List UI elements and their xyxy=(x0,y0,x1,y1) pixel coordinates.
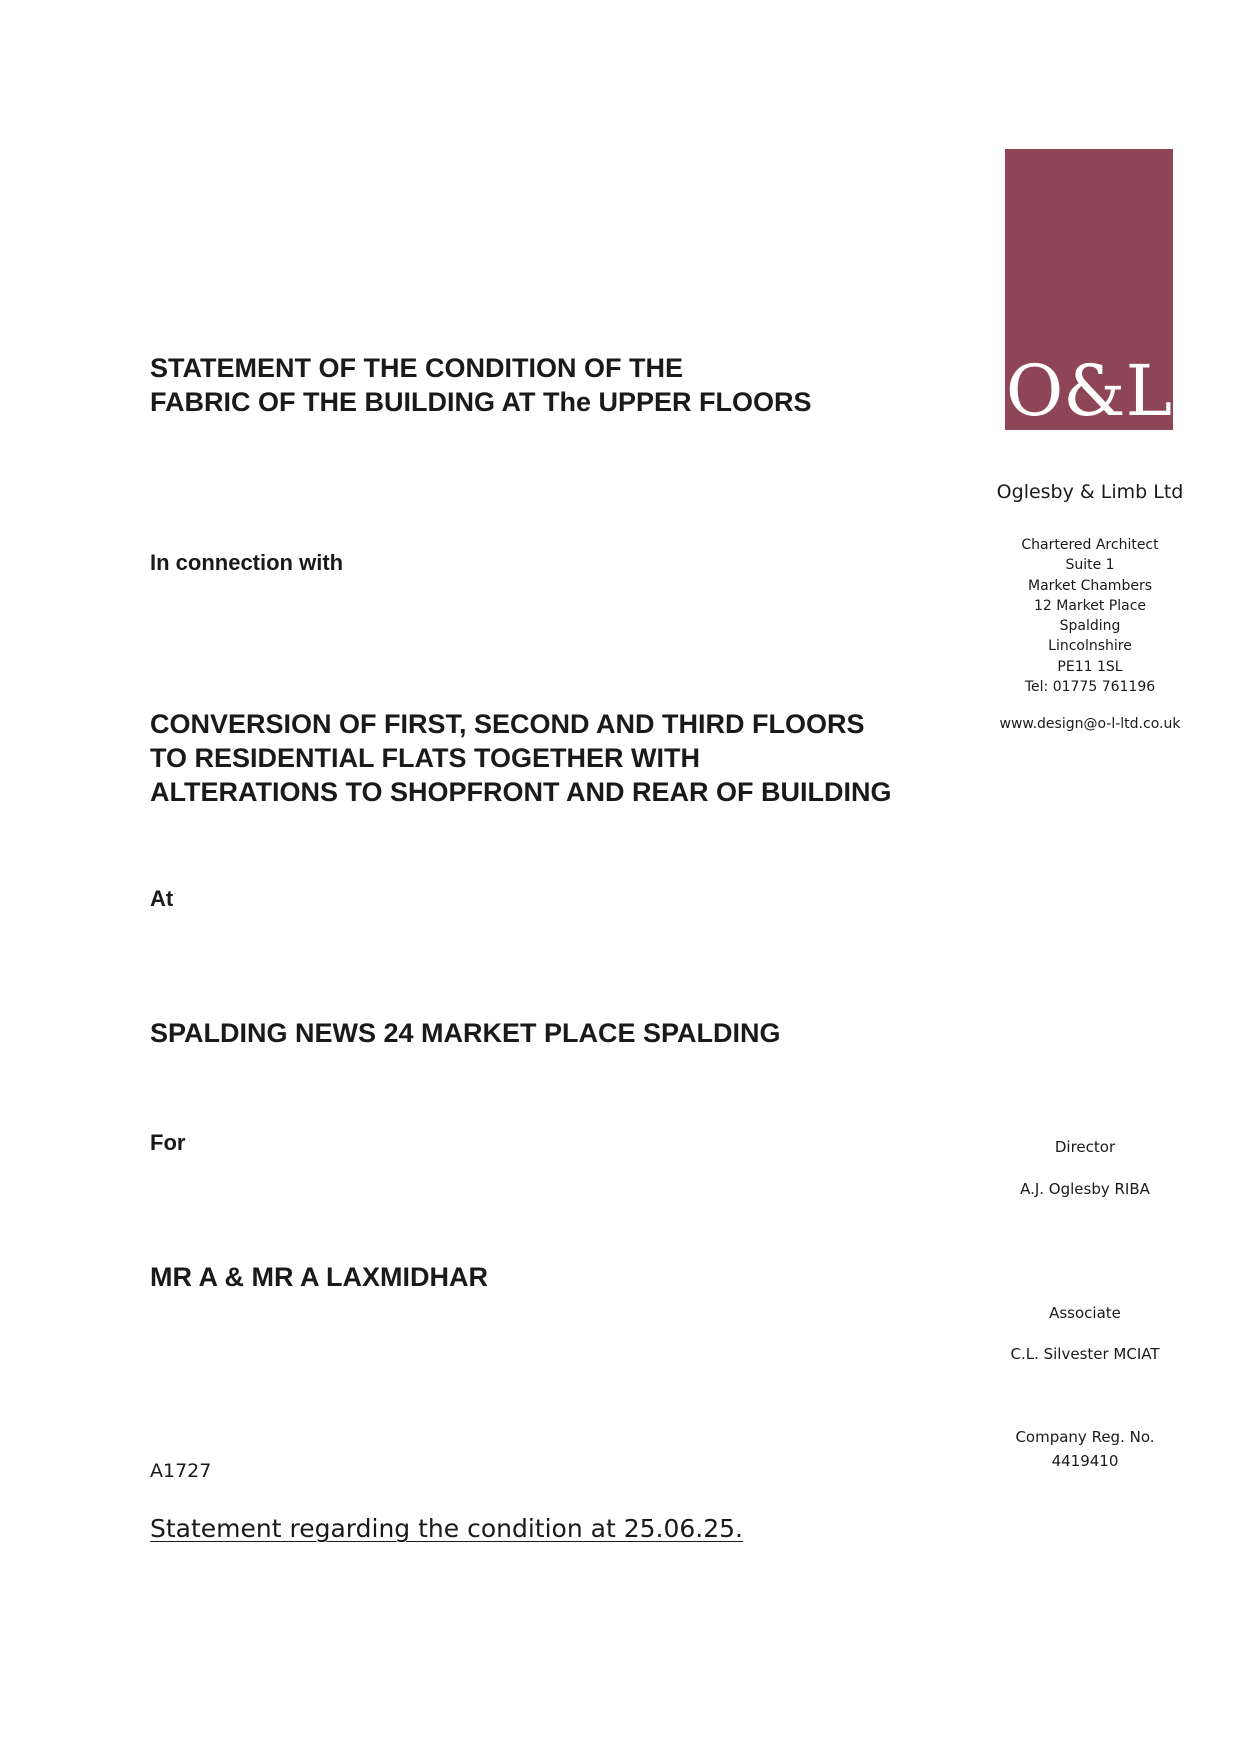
company-reg-number: 4419410 xyxy=(1051,1452,1119,1470)
company-logo xyxy=(1005,149,1173,430)
at-label: At xyxy=(150,886,174,911)
director-role: Director xyxy=(1054,1138,1116,1156)
job-reference: A1727 xyxy=(150,1460,212,1482)
company-email: www.design@o-l-ltd.co.uk xyxy=(999,716,1181,732)
site-address: SPALDING NEWS 24 MARKET PLACE SPALDING xyxy=(150,1018,781,1048)
project-line-1: CONVERSION OF FIRST, SECOND AND THIRD FLOORS xyxy=(150,709,865,739)
logo-text: O&L xyxy=(1005,350,1173,430)
title-line-1: STATEMENT OF THE CONDITION OF THE xyxy=(150,353,683,383)
address-line: Market Chambers xyxy=(1028,577,1152,594)
document-title xyxy=(150,351,970,419)
project-line-3: ALTERATIONS TO SHOPFRONT AND REAR OF BUILDING xyxy=(150,777,892,807)
address-line: Suite 1 xyxy=(1065,557,1115,574)
address-line: Spalding xyxy=(1059,618,1121,635)
address-line: PE11 1SL xyxy=(1057,658,1123,675)
director-name: A.J. Oglesby RIBA xyxy=(1020,1180,1150,1198)
address-line: 12 Market Place xyxy=(1033,597,1147,614)
company-name: Oglesby & Limb Ltd xyxy=(996,481,1184,503)
project-description xyxy=(150,707,970,809)
company-reg-label: Company Reg. No. xyxy=(1015,1428,1155,1446)
telephone-line: Tel: 01775 761196 xyxy=(1024,679,1156,696)
address-line: Chartered Architect xyxy=(1021,537,1159,553)
address-line: Lincolnshire xyxy=(1048,638,1132,655)
project-line-2: TO RESIDENTIAL FLATS TOGETHER WITH xyxy=(150,743,701,773)
connection-label: In connection with xyxy=(150,550,344,575)
statement-date-line: Statement regarding the condition at 25.06.25. xyxy=(150,1514,743,1543)
associate-name: C.L. Silvester MCIAT xyxy=(1010,1345,1160,1363)
for-label: For xyxy=(150,1130,186,1155)
title-line-2: FABRIC OF THE BUILDING AT The UPPER FLOORS xyxy=(150,387,812,417)
client-name: MR A & MR A LAXMIDHAR xyxy=(150,1262,488,1292)
logo-mark xyxy=(1005,149,1173,430)
company-address xyxy=(980,535,1200,697)
associate-role: Associate xyxy=(1049,1304,1121,1322)
